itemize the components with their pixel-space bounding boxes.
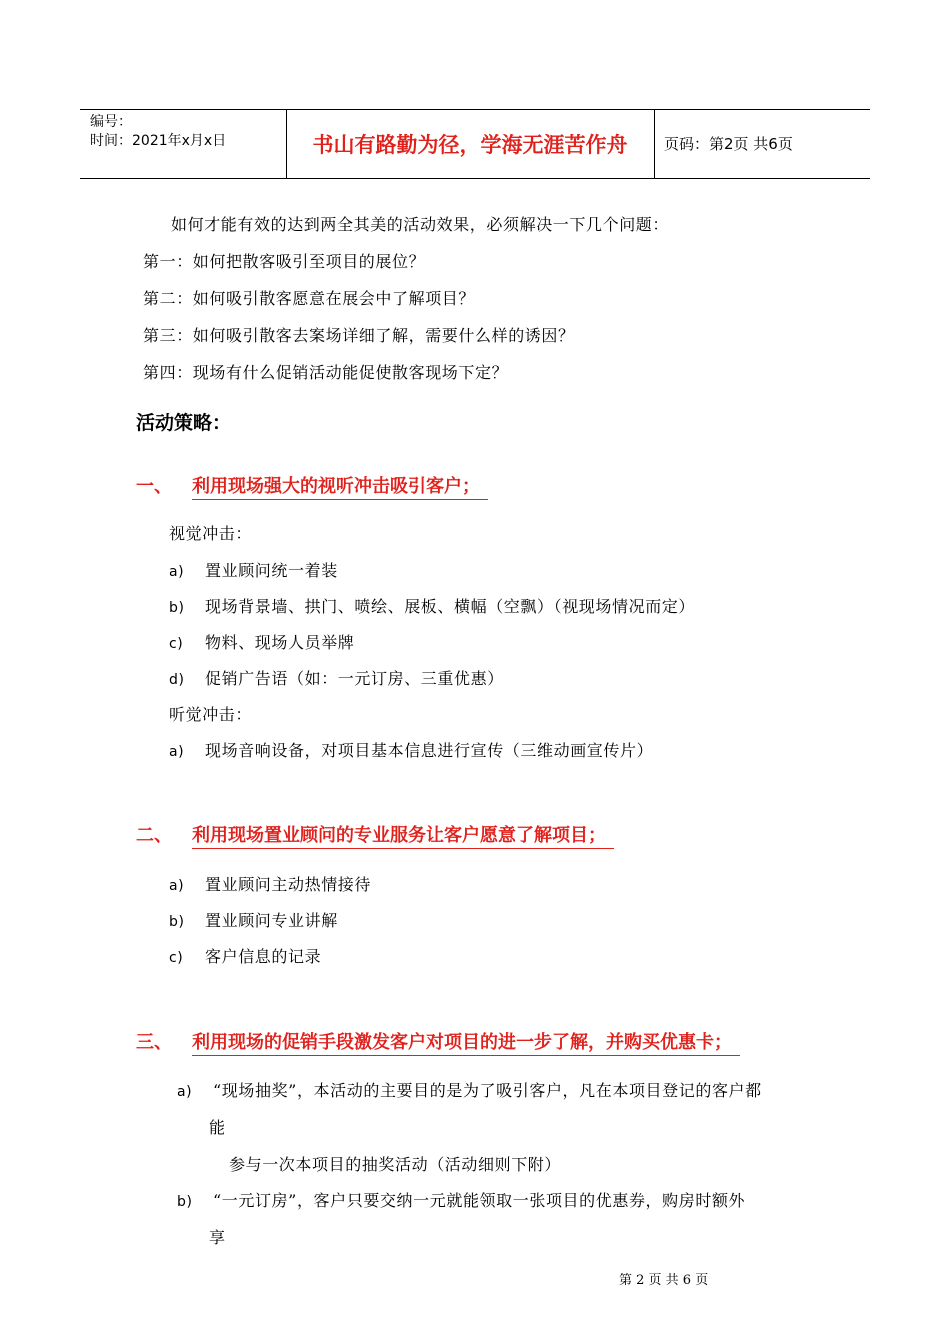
page-footer: 第 2 页 共 6 页: [619, 1273, 709, 1288]
list-item: [169, 908, 338, 931]
list-item: [169, 738, 653, 761]
header-motto: 书山有路勤为径，学海无涯苦作舟: [312, 133, 628, 157]
list-text: 现场音响设备，对项目基本信息进行宣传（三维动画宣传片）: [205, 741, 654, 760]
header-meta: [90, 113, 226, 151]
list-marker: a): [169, 744, 185, 760]
section1-number: 一、: [136, 476, 172, 497]
list-marker: a): [169, 878, 185, 894]
list-marker: b): [169, 914, 185, 930]
section3-heading: [136, 1028, 740, 1054]
header-page-info: 页码：第2页 共6页: [664, 135, 793, 153]
list-item: [169, 558, 338, 581]
list-text: 置业顾问专业讲解: [205, 911, 338, 930]
list-marker: a): [177, 1084, 193, 1100]
list-text: 客户信息的记录: [205, 947, 322, 966]
section3-title: 利用现场的促销手段激发客户对项目的进一步了解，并购买优惠卡；: [192, 1032, 740, 1056]
list-marker: d): [169, 672, 185, 688]
audio-label: 听觉冲击：: [169, 705, 253, 724]
list-text: 现场背景墙、拱门、喷绘、展板、横幅（空飘）（视现场情况而定）: [205, 597, 696, 616]
section2-heading: [136, 821, 614, 847]
list-text: “现场抽奖”，本活动的主要目的是为了吸引客户，凡在本项目登记的客户都: [213, 1081, 762, 1100]
list-text: 置业顾问主动热情接待: [205, 875, 372, 894]
list-marker: c): [169, 636, 184, 652]
list-item: [169, 944, 321, 967]
list-marker: b): [169, 600, 185, 616]
section2-title: 利用现场置业顾问的专业服务让客户愿意了解项目；: [192, 825, 614, 849]
time-label: 时间：2021年x月x日: [90, 133, 227, 149]
list-item: [169, 630, 354, 653]
visual-label: 视觉冲击：: [169, 524, 253, 543]
list-item: [177, 1188, 745, 1211]
list-text-wrap: 享: [209, 1228, 226, 1247]
list-text: 促销广告语（如：一元订房、三重优惠）: [205, 669, 504, 688]
intro-question-3: 第三：如何吸引散客去案场详细了解，需要什么样的诱因？: [143, 326, 575, 345]
list-text-cont: 参与一次本项目的抽奖活动（活动细则下附）: [229, 1155, 562, 1174]
list-item: [169, 872, 371, 895]
number-label: 编号：: [90, 114, 132, 130]
list-item: [177, 1078, 762, 1101]
intro-lead: 如何才能有效的达到两全其美的活动效果，必须解决一下几个问题：: [171, 215, 670, 234]
section3-number: 三、: [136, 1032, 172, 1053]
header-divider-right: [654, 110, 655, 178]
intro-question-1: 第一：如何把散客吸引至项目的展位？: [143, 252, 426, 271]
section2-number: 二、: [136, 825, 172, 846]
section1-title: 利用现场强大的视听冲击吸引客户；: [192, 476, 488, 500]
list-text: 置业顾问统一着装: [205, 561, 338, 580]
list-item: [169, 594, 695, 617]
intro-question-2: 第二：如何吸引散客愿意在展会中了解项目？: [143, 289, 476, 308]
list-item: [169, 666, 504, 689]
list-text: 物料、现场人员举牌: [205, 633, 355, 652]
section1-heading: [136, 472, 488, 498]
list-marker: b): [177, 1194, 193, 1210]
list-text: “一元订房”，客户只要交纳一元就能领取一张项目的优惠券，购房时额外: [213, 1191, 746, 1210]
list-text-wrap: 能: [209, 1118, 226, 1137]
header-table: [80, 109, 870, 179]
list-marker: c): [169, 950, 184, 966]
intro-question-4: 第四：现场有什么促销活动能促使散客现场下定？: [143, 363, 509, 382]
strategy-title: 活动策略：: [136, 412, 232, 434]
list-marker: a): [169, 564, 185, 580]
